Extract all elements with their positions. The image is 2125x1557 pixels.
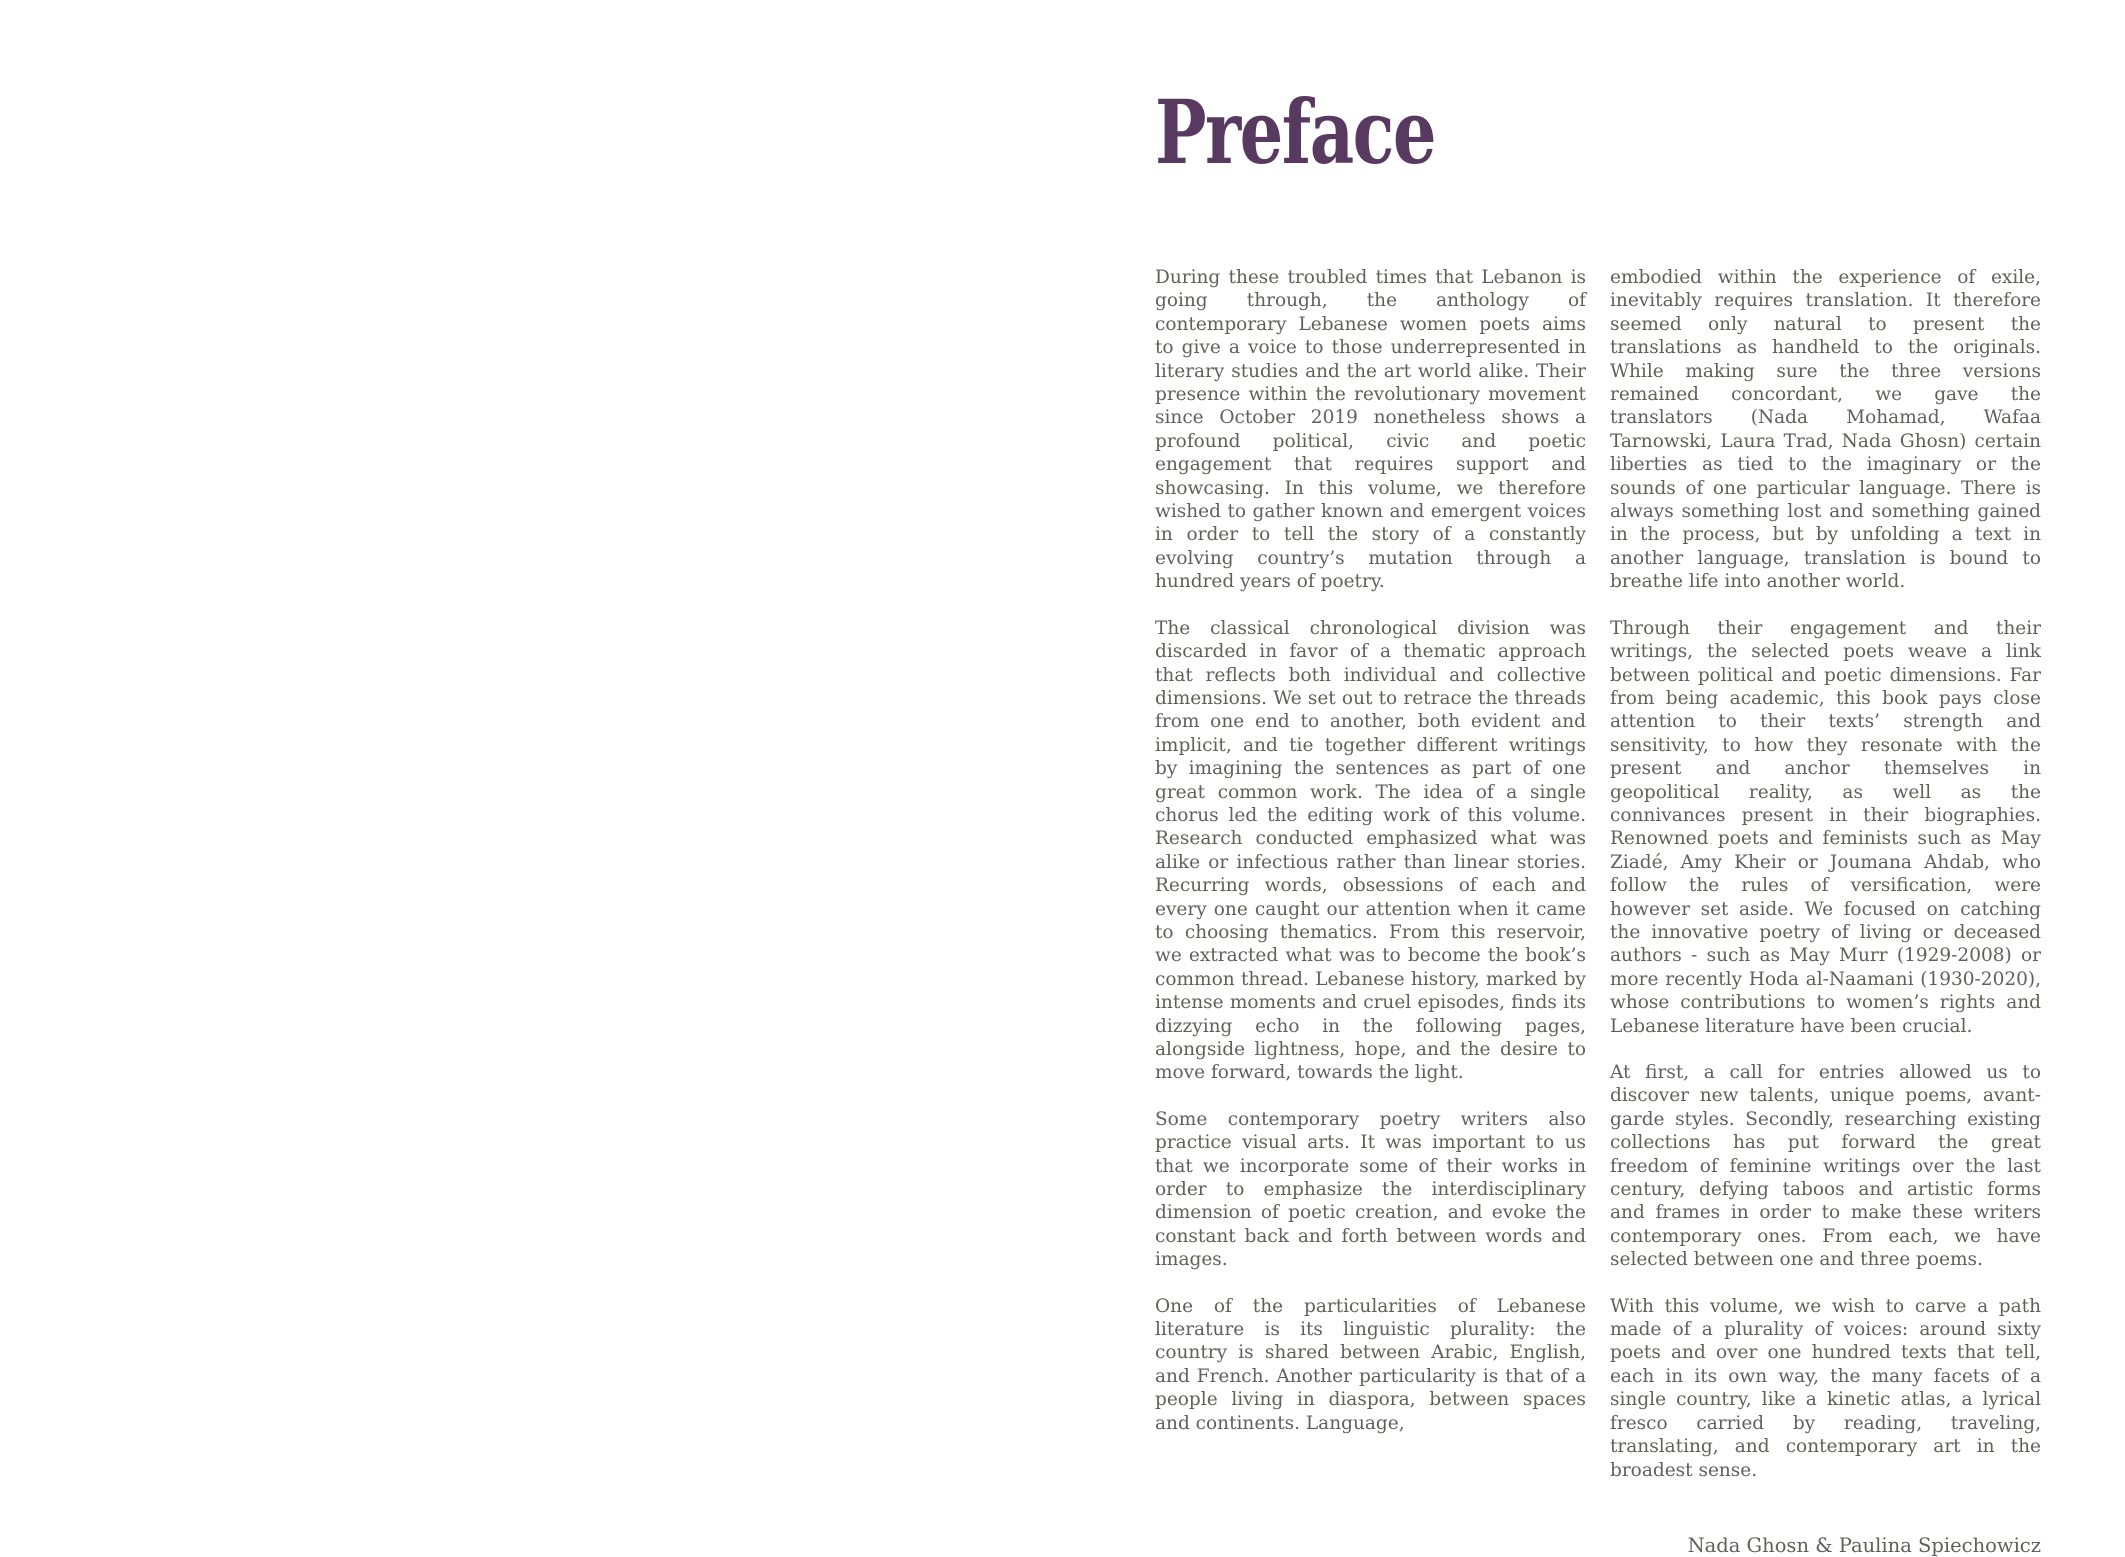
text-columns: [1155, 266, 2041, 1557]
paragraph: During these troubled times that Lebanon is going through, the anthology of contemporary Lebanese women poets aims to give a voice to those underrepresented in literary studies and the art world alike. Their presence within the revolutionary movement since October 2019 nonetheless shows a profound political, civic and poetic engagement that requires support and showcasing. In this volume, we therefore wished to gather known and emergent voices in order to tell the story of a constantly evolving country’s mutation through a hundred years of poetry.: [1155, 267, 1586, 593]
authors-signature: Nada Ghosn & Paulina Spiechowicz: [1687, 1533, 2041, 1557]
paragraph: At first, a call for entries allowed us to discover new talents, unique poems, avant-garde styles. Secondly, researching existing collections has put forward the great freedom of feminine writings over the last century, defying taboos and artistic forms and frames in order to make these writers contemporary ones. From each, we have selected between one and three poems.: [1610, 1062, 2041, 1271]
paragraph: One of the particularities of Lebanese literature is its linguistic plurality: the country is shared between Arabic, English, and French. Another particularity is that of a people living in diaspora, between spaces and continents. Language,: [1155, 1295, 1586, 1434]
paragraph: embodied within the experience of exile, inevitably requires translation. It therefore seemed only natural to present the translations as handheld to the originals. While making sure the three versions remained concordant, we gave the translators (Nada Mohamad, Wafaa Tarnowski, Laura Trad, Nada Ghosn) certain liberties as tied to the imaginary or the sounds of one particular language. There is always something lost and something gained in the process, but by unfolding a text in another language, translation is bound to breathe life into another world.: [1610, 267, 2041, 593]
paragraph: The classical chronological division was discarded in favor of a thematic approach that reflects both individual and collective dimensions. We set out to retrace the threads from one end to another, both evident and implicit, and tie together different writings by imagining the sentences as part of one great common work. The idea of a single chorus led the editing work of this volume. Research conducted emphasized what was alike or infectious rather than linear stories. Recurring words, obsessions of each and every one caught our attention when it came to choosing thematics. From this reservoir, we extracted what was to become the book’s common thread. Lebanese history, marked by intense moments and cruel episodes, finds its dizzying echo in the following pages, alongside lightness, hope, and the desire to move forward, towards the light.: [1155, 617, 1586, 1084]
right-column-paragraphs: [1610, 266, 2041, 1482]
paragraph: Some contemporary poetry writers also practice visual arts. It was important to us that we incorporate some of their works in order to emphasize the interdisciplinary dimension of poetic creation, and evoke the constant back and forth between words and images.: [1155, 1108, 1586, 1271]
paragraph: Through their engagement and their writings, the selected poets weave a link between political and poetic dimensions. Far from being academic, this book pays close attention to their texts’ strength and sensitivity, to how they resonate with the present and anchor themselves in geopolitical reality, as well as the connivances present in their biographies. Renowned poets and feminists such as May Ziadé, Amy Kheir or Joumana Ahdab, who follow the rules of versification, were however set aside. We focused on catching the innovative poetry of living or deceased authors - such as May Murr (1929-2008) or more recently Hoda al-Naamani (1930-2020), whose contributions to women’s rights and Lebanese literature have been crucial.: [1610, 617, 2041, 1037]
page-title-text: Preface: [1155, 80, 1435, 184]
right-column: [1610, 266, 2041, 1557]
page-title: [1155, 80, 2041, 184]
preface-content: [1155, 0, 2041, 1557]
paragraph: With this volume, we wish to carve a path made of a plurality of voices: around sixty poets and over one hundred texts that tell, each in its own way, the many facets of a single country, like a kinetic atlas, a lyrical fresco carried by reading, traveling, translating, and contemporary art in the broadest sense.: [1610, 1295, 2041, 1481]
left-column: [1155, 266, 1586, 1557]
